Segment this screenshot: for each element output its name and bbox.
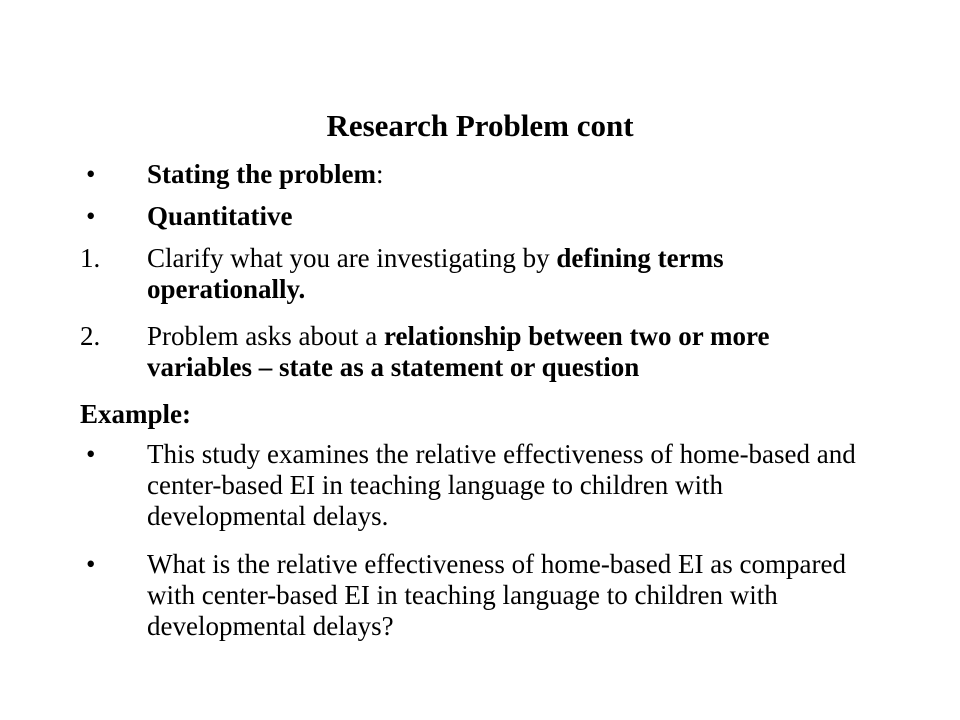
example-text: This study examines the relative effectiveness of home-based and center-based EI in teaching language to children with developmental delays. <box>147 439 856 531</box>
example-text: What is the relative effectiveness of home-based EI as compared with center-based EI in teaching language to children with developmental delays? <box>147 549 846 641</box>
slide-title: Research Problem cont <box>326 108 634 143</box>
list-item-stating-problem <box>80 159 880 190</box>
list-item-suffix: : <box>376 159 384 189</box>
example-label <box>80 399 191 430</box>
list-item-text <box>147 159 880 190</box>
bullet-marker: • <box>86 439 96 469</box>
list-item-text <box>147 201 880 232</box>
list-item-clarify <box>80 243 880 305</box>
list-item-quantitative <box>80 201 880 232</box>
number-marker: 1. <box>80 243 101 273</box>
example-item <box>80 549 880 642</box>
list-item-bold: relationship between two or more variables – state as a statement or question <box>147 321 770 382</box>
list-item-bold: Stating the problem <box>147 159 377 189</box>
list-item-text <box>147 321 880 383</box>
bullet-marker: • <box>86 201 96 231</box>
list-item-bold: defining terms operationally. <box>147 243 724 304</box>
list-item-relationship <box>80 321 880 383</box>
bullet-marker: • <box>86 159 96 189</box>
list-item-bold: Quantitative <box>147 201 293 231</box>
bullet-marker: • <box>86 549 96 579</box>
example-label-text: Example: <box>80 399 191 429</box>
example-item <box>80 439 880 532</box>
number-marker: 2. <box>80 321 101 351</box>
list-item-prefix: Clarify what you are investigating by <box>147 243 557 273</box>
list-item-prefix: Problem asks about a <box>147 321 384 351</box>
list-item-text <box>147 243 880 305</box>
